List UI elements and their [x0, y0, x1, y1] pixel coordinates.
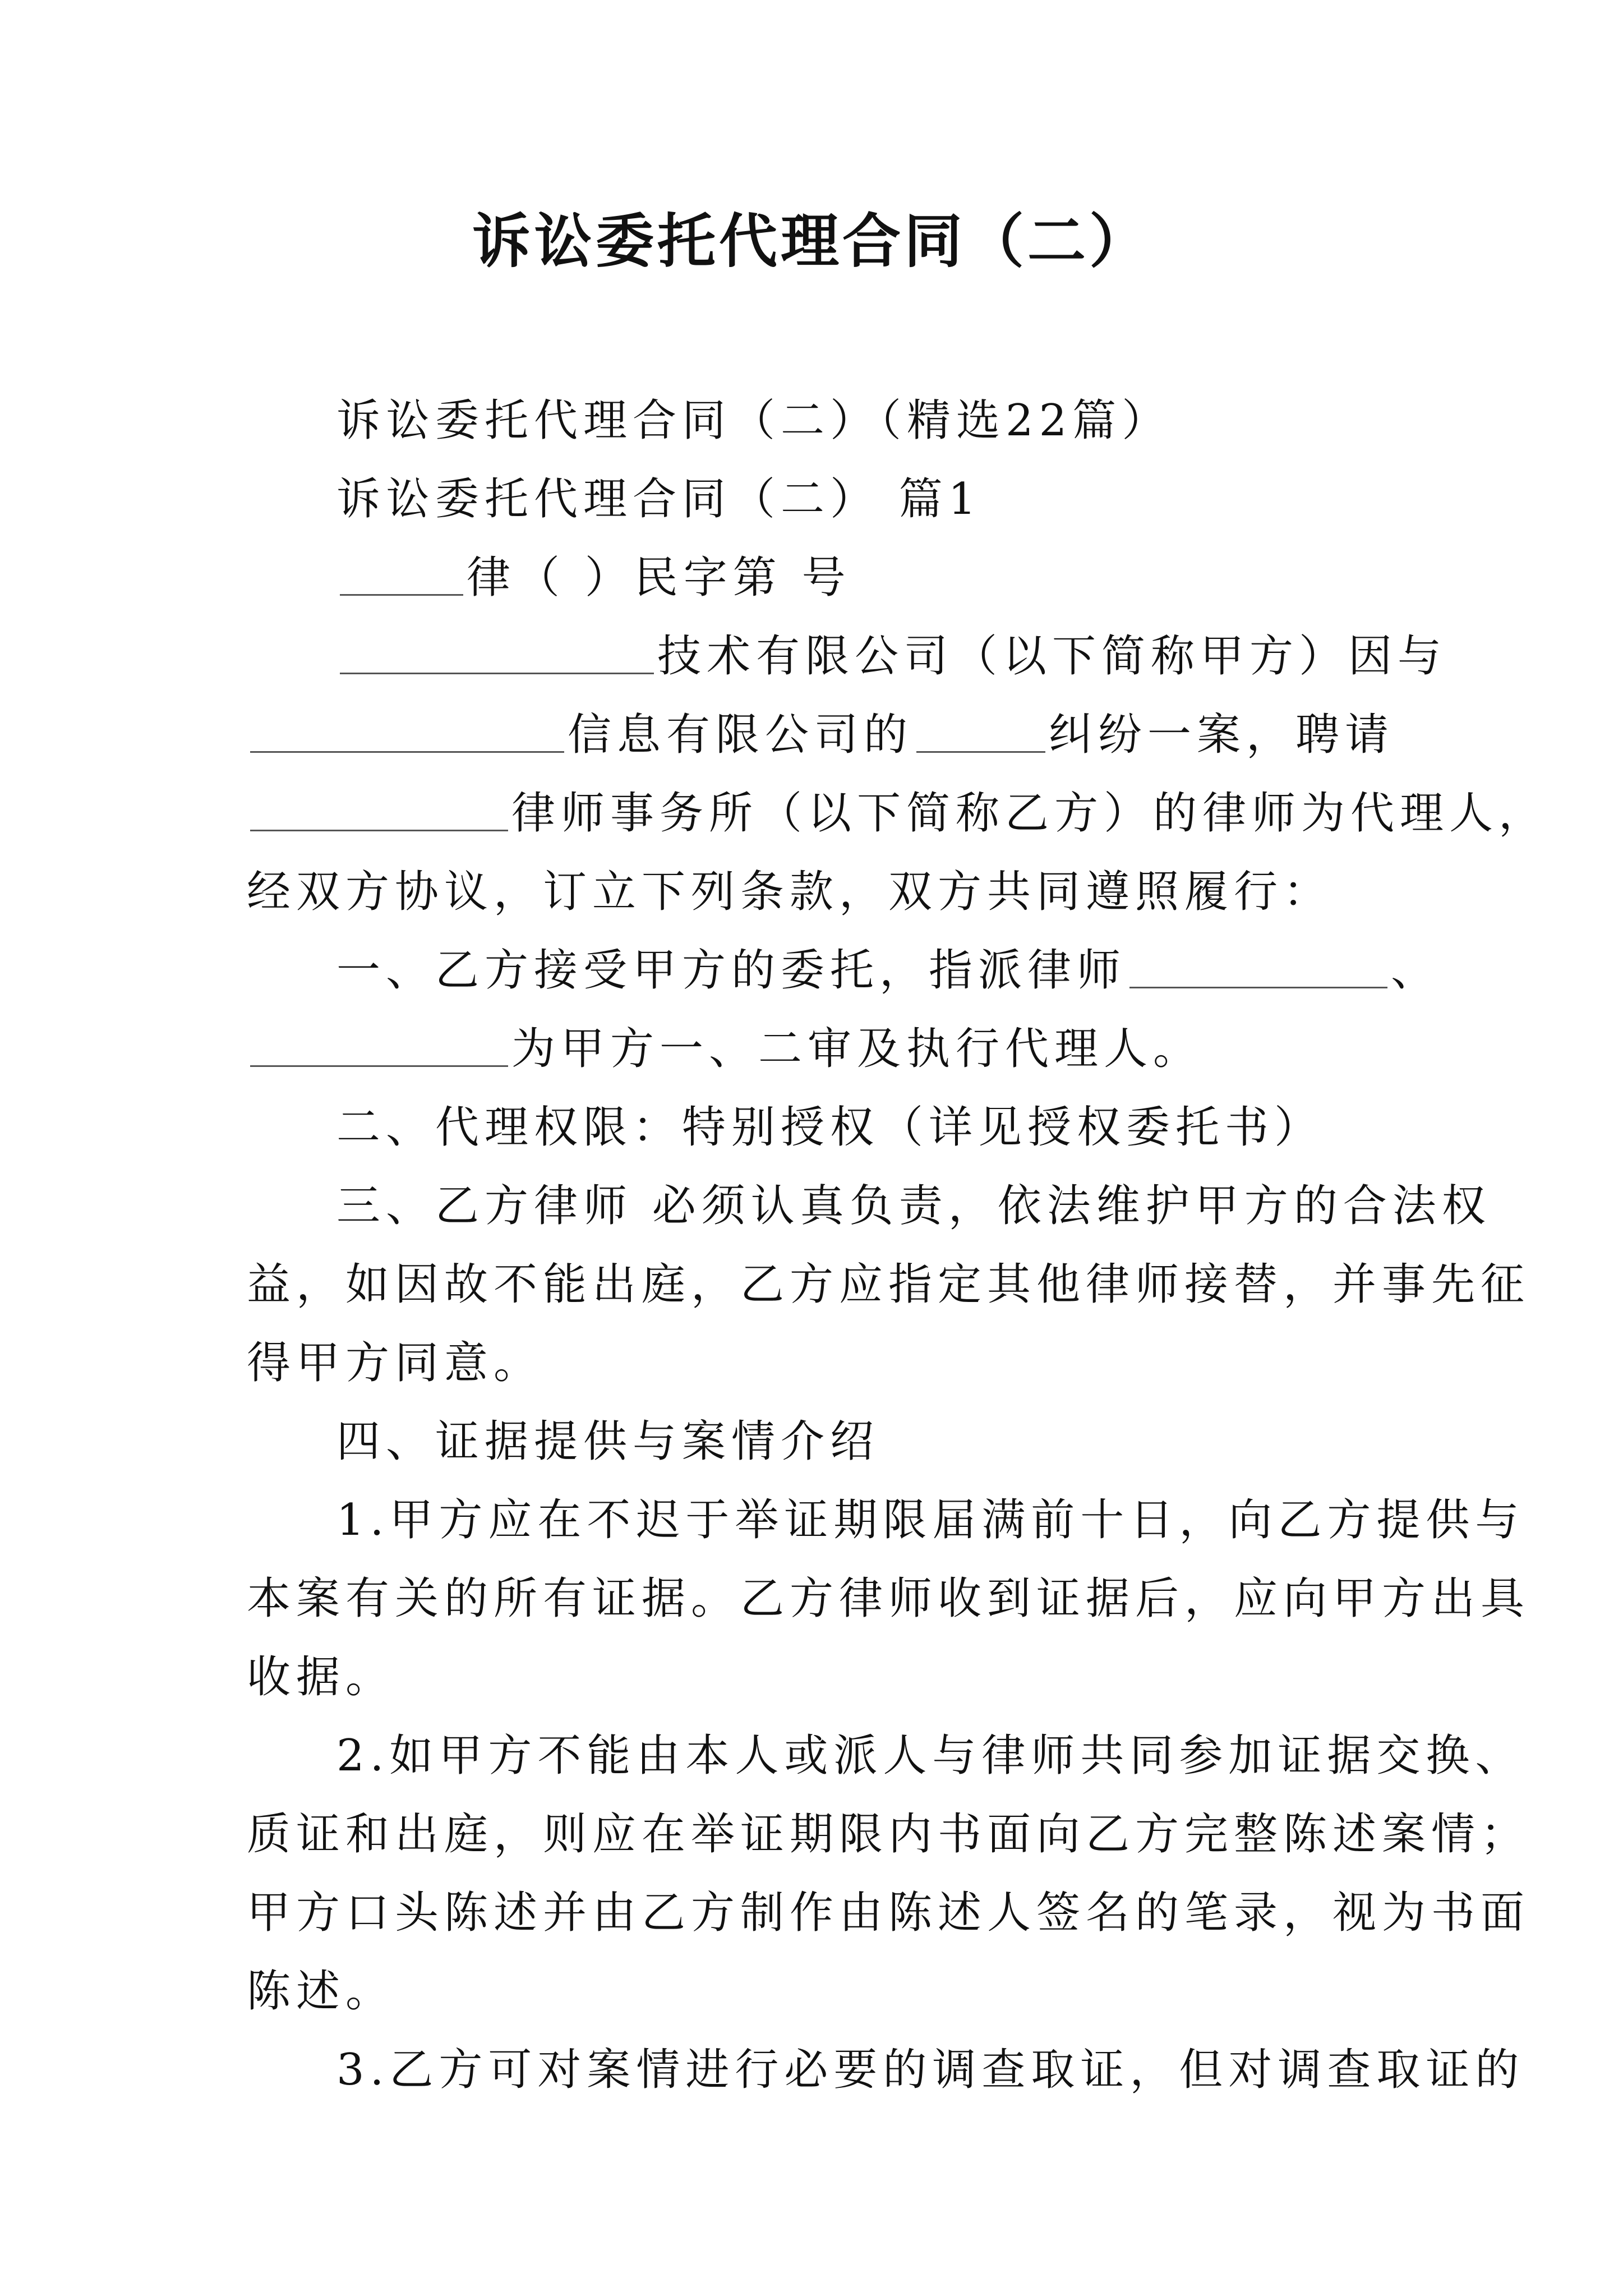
blank-underline	[1129, 938, 1387, 988]
subtitle-collection: 诉讼委托代理合同（二）（精选22篇）	[336, 395, 1172, 446]
blank-underline	[340, 546, 463, 596]
paragraph-line	[247, 696, 1395, 774]
paragraph-line: 益，如因故不能出庭，乙方应指定其他律师接替，并事先征	[247, 1259, 1530, 1310]
paragraph-line: 本案有关的所有证据。乙方律师收到证据后，应向甲方出具	[247, 1573, 1530, 1624]
paragraph-line	[336, 617, 1447, 696]
paragraph-text: 律师事务所（以下简称乙方）的律师为代理人，	[511, 788, 1548, 839]
blank-underline	[916, 703, 1045, 753]
paragraph-line: 甲方口头陈述并由乙方制作由陈述人签名的笔录，视为书面	[247, 1888, 1530, 1938]
paragraph-line	[336, 931, 1441, 1010]
blank-underline	[340, 624, 654, 674]
paragraph-text: 、	[1391, 945, 1441, 996]
paragraph-text: 信息有限公司的	[568, 710, 914, 760]
paragraph-text: 一、乙方接受甲方的委托，指派律师	[336, 945, 1127, 996]
case-number-text: 律（ ）民字第 号	[467, 553, 851, 603]
paragraph-text: 为甲方一、二审及执行代理人。	[511, 1024, 1203, 1074]
paragraph-line: 2.如甲方不能由本人或派人与律师共同参加证据交换、	[336, 1731, 1525, 1781]
blank-underline	[250, 1017, 508, 1067]
case-number-line	[336, 539, 1391, 617]
section-heading: 四、证据提供与案情介绍	[336, 1416, 880, 1467]
section-heading-part1: 诉讼委托代理合同（二） 篇1	[336, 474, 982, 524]
blank-underline	[250, 703, 564, 753]
paragraph-line: 经双方协议，订立下列条款，双方共同遵照履行：	[247, 867, 1333, 917]
paragraph-line: 收据。	[247, 1652, 395, 1703]
paragraph-line: 质证和出庭，则应在举证期限内书面向乙方完整陈述案情；	[247, 1809, 1530, 1860]
blank-underline	[250, 781, 508, 831]
paragraph-text: 技术有限公司（以下简称甲方）因与	[657, 631, 1447, 682]
paragraph-line: 1.甲方应在不迟于举证期限届满前十日，向乙方提供与	[336, 1495, 1525, 1545]
paragraph-line	[247, 774, 1548, 853]
paragraph-line: 得甲方同意。	[247, 1338, 543, 1388]
paragraph-line: 陈述。	[247, 1966, 395, 2017]
document-title: 诉讼委托代理合同（二）	[472, 206, 1151, 275]
paragraph-line: 三、乙方律师 必须认真负责，依法维护甲方的合法权	[336, 1181, 1491, 1231]
paragraph-line: 二、代理权限：特别授权（详见授权委托书）	[336, 1102, 1324, 1153]
paragraph-text: 纠纷一案，聘请	[1049, 710, 1395, 760]
paragraph-line	[247, 1010, 1391, 1088]
paragraph-line: 3.乙方可对案情进行必要的调查取证，但对调查取证的	[336, 2045, 1525, 2095]
